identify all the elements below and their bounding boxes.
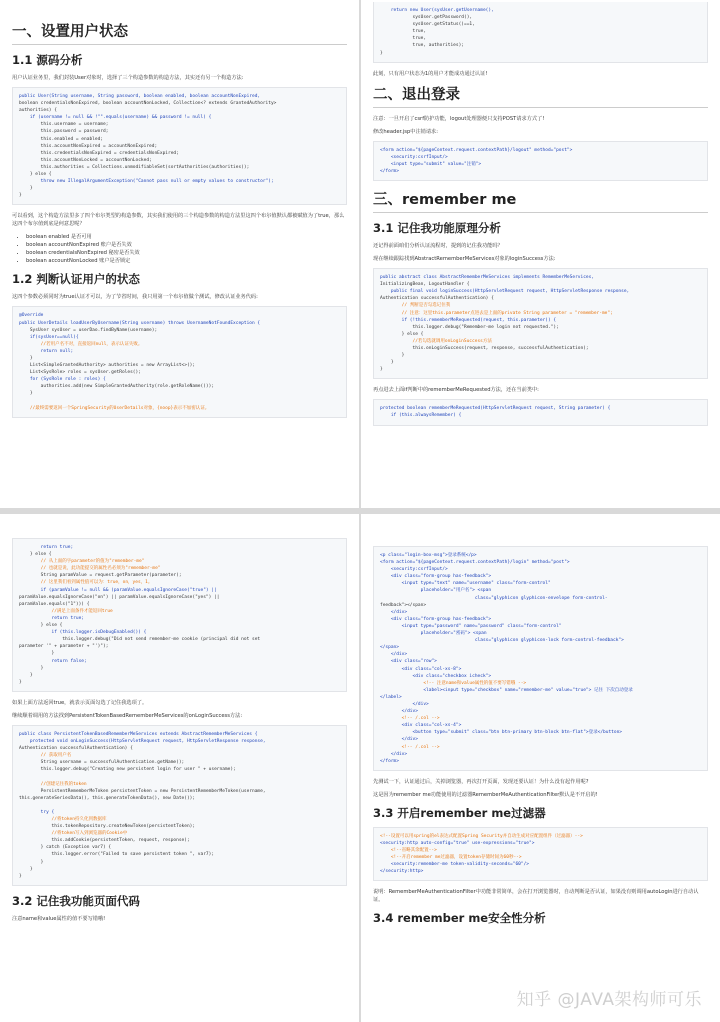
code-block xyxy=(12,306,347,417)
code-line: Authentication successfulAuthentication) { xyxy=(19,746,133,752)
code-line: this.accountNonExpired = accountNonExpired; xyxy=(19,143,158,149)
code-line: protected boolean rememberMeRequested(HttpServletRequest request, String parameter) { xyxy=(380,406,611,412)
code-line: </div> xyxy=(380,701,429,707)
code-line: //若勾选就调用onLoginSuccess方法 xyxy=(380,338,492,344)
code-block xyxy=(12,538,347,692)
paragraph: 继续顺着调用的方法找到PersistentTokenBasedRememberMeServices的onLoginSuccess方法: xyxy=(12,712,243,719)
code-line: <security:remember-me token-validity-seconds="60"/> xyxy=(380,862,530,868)
code-line: sysUser.getStatus()==1, xyxy=(380,22,475,28)
code-line: } xyxy=(19,186,33,192)
code-line: <div class="row"> xyxy=(380,659,437,665)
code-line: // 也就是说，此功能提交的属性名必须为"remember-me" xyxy=(19,566,161,572)
code-line: true, authorities); xyxy=(380,43,464,49)
code-line: } else { xyxy=(19,623,63,629)
code-line: public class PersistentTokenBasedRememberMeServices extends AbstractRememberMeServices { xyxy=(19,731,258,737)
code-line: <!-- /.col --> xyxy=(380,716,440,722)
code-line: paramValue.equalsIgnoreCase("on") || paramValue.equalsIgnoreCase("yes") || xyxy=(19,594,220,600)
code-line: paramValue.equals("1"))) { xyxy=(19,601,90,607)
code-line: true, xyxy=(380,29,427,35)
code-line: } xyxy=(19,679,22,685)
code-line: return null; xyxy=(19,348,74,354)
code-line: if (this.logger.isDebugEnabled()) { xyxy=(19,630,147,636)
code-line: this.onLoginSuccess(request, response, successfulAuthentication); xyxy=(380,345,589,351)
code-line: this.logger.error("Failed to save persistent token ", var7); xyxy=(19,852,215,858)
code-line: public User(String username, String password, boolean enabled, boolean accountNonExpired, xyxy=(19,94,261,99)
code-line: } xyxy=(19,672,33,678)
code-line: <input type="password" name="password" class="form-control" xyxy=(380,623,562,629)
code-line: <security:csrfInput/> xyxy=(380,154,448,160)
code-line xyxy=(19,398,340,405)
page-2 xyxy=(361,0,720,508)
subsection-title: 3.4 remember me安全性分析 xyxy=(373,911,546,926)
code-line: placeholder="用户名"> <span xyxy=(380,588,492,594)
code-line: } xyxy=(19,866,33,872)
code-line: this.logger.debug("Did not send remember-me cookie (principal did not set xyxy=(19,637,261,643)
code-line: if(sysUser==null){ xyxy=(19,334,79,340)
code-line: //将token写入到浏览器的Cookie中 xyxy=(19,831,128,837)
paragraph: 修改header.jsp中注销请求: xyxy=(373,128,438,135)
code-block xyxy=(373,399,708,425)
code-line: InitializingBean, LogoutHandler { xyxy=(380,282,470,288)
code-line: parameter '" + parameter + "')"); xyxy=(19,644,109,650)
code-line: //若用户名不对，直接返回null，表示认证失败。 xyxy=(19,341,143,347)
code-line: //最终需要返回一个SpringSecurity的UserDetails对象，{noop}表示不加密认证。 xyxy=(19,405,210,411)
watermark: 知乎 @JAVA架构师可乐 xyxy=(516,990,702,1010)
code-block xyxy=(12,87,347,205)
code-line: protected void onLoginSuccess(HttpServletRequest request, HttpServletResponse response, xyxy=(19,738,266,744)
code-line: } xyxy=(380,360,394,366)
code-line: Authentication successfulAuthentication) { xyxy=(380,296,494,302)
code-line: this.accountNonLocked = accountNonLocked; xyxy=(19,157,152,163)
code-line: <security:http auto-config="true" use-expressions="true"> xyxy=(380,840,535,846)
code-line: for (SysRole role : roles) { xyxy=(19,377,106,383)
code-block xyxy=(373,268,708,379)
code-line: } xyxy=(19,665,44,671)
code-line: class="glyphicon glyphicon-envelope form-control- xyxy=(380,595,608,601)
page-1 xyxy=(0,0,359,508)
code-line: <div class="col-xs-8"> xyxy=(380,666,462,672)
code-line: </span> xyxy=(380,645,399,651)
code-line: this.enabled = enabled; xyxy=(19,136,103,142)
code-line: } xyxy=(380,353,405,359)
code-line: <form action="${pageContext.request.contextPath}/logout" method="post"> xyxy=(380,147,573,153)
section-title: 三、remember me xyxy=(373,188,708,213)
subsection-title: 3.1 记住我功能原理分析 xyxy=(373,221,501,236)
code-line: } else { xyxy=(380,331,424,337)
code-block xyxy=(373,141,708,181)
code-line: public final void loginSuccess(HttpServletRequest request, HttpServletResponse response, xyxy=(380,289,630,295)
page-3 xyxy=(0,514,359,1022)
code-block xyxy=(12,725,347,886)
subsection-title: 3.3 开启remember me过滤器 xyxy=(373,805,546,820)
code-line: } xyxy=(380,367,383,373)
code-line: //创建记住我的token xyxy=(19,781,87,787)
code-line: return true; xyxy=(19,615,85,621)
code-line: </div> xyxy=(380,737,418,743)
code-line: <form action="${pageContext.request.contextPath}/login" method="post"> xyxy=(380,560,570,566)
code-line: return true; xyxy=(19,545,74,550)
paragraph: 注意name和value属性的值不要写错哦! xyxy=(12,915,106,922)
code-line: <p class="login-box-msg">登录系统</p> xyxy=(380,553,477,558)
code-line: true, xyxy=(380,36,427,42)
code-block xyxy=(373,2,708,63)
code-line: // 注意：这里this.parameter点进去是上面的private String parameter = "remember-me"; xyxy=(380,310,613,316)
list-item: • boolean credentialsNonExpired 秘密是否失效 xyxy=(26,249,347,257)
code-line: //满足上面条件才能返回true xyxy=(19,608,113,614)
paragraph: 再点进去上面if判断中的rememberMeRequested方法，还在当前类中: xyxy=(373,387,539,394)
paragraph: 此刻，只有用户状态为1的用户才能成功通过认证! xyxy=(373,70,488,77)
code-line: if (!this.rememberMeRequested(request, this.parameter)) { xyxy=(380,317,557,323)
code-line: this.logger.debug("Remember-me login not requested."); xyxy=(380,324,559,330)
bullet-list xyxy=(26,233,347,265)
code-line: } xyxy=(380,50,383,56)
page-4 xyxy=(361,514,720,1022)
code-line: return false; xyxy=(19,658,87,664)
code-line: } else { xyxy=(19,552,52,558)
paragraph: 用户认证业务里，我们封装User对象时，选择了三个构造参数的构造方法，其实还有另一个构造方法: xyxy=(12,75,244,81)
code-line: PersistentRememberMeToken persistentToken = new PersistentRememberMeToken(username, xyxy=(19,788,266,794)
section-title: 二、退出登录 xyxy=(373,83,708,108)
code-line: if (username != null && !"".equals(username) && password != null) { xyxy=(19,115,212,121)
code-line: <div class="checkbox icheck"> xyxy=(380,673,492,679)
section-title: 一、设置用户状态 xyxy=(12,20,347,45)
code-line: } xyxy=(19,193,22,199)
code-line: // 获取用户名 xyxy=(19,753,72,759)
code-line: <div class="form-group has-feedback"> xyxy=(380,616,492,622)
code-line: <security:csrfInput/> xyxy=(380,567,448,573)
code-line: if (paramValue != null && (paramValue.equalsIgnoreCase("true") || xyxy=(19,587,217,593)
code-line: </security:http> xyxy=(380,869,424,875)
code-line: </div> xyxy=(380,609,408,615)
paragraph: 先测试一下，认证通过后，关掉浏览器，再次打开页面，发现还要认证！为什么没有起作用呢? xyxy=(373,778,589,785)
list-item: • boolean enabled 是否可用 xyxy=(26,233,347,241)
code-line: // 判断是否勾选记住我 xyxy=(380,303,451,309)
code-line: feedback"></span> xyxy=(380,602,427,608)
code-line: } xyxy=(19,651,55,657)
code-line: } xyxy=(19,873,22,879)
paragraph: 现在继续跟踪找到AbstractRememberMeServices对象的loginSuccess方法: xyxy=(373,256,556,263)
code-line: throw new IllegalArgumentException("Cannot pass null or empty values to constructor"); xyxy=(19,179,274,185)
code-line: <input type="text" name="username" class="form-control" xyxy=(380,581,551,587)
code-line: // 这里我们看到属性值可以为：true，on，yes，1。 xyxy=(19,580,153,586)
code-line: List<SimpleGrantedAuthority> authorities = new ArrayList<>(); xyxy=(19,363,196,369)
paragraph: 可以看到，这个构造方法里多了四个布尔类型的构造参数，其实我们使用的三个构造参数的构造方法里这四个布尔值默认都被赋值为了true，那么这四个布尔值到底是何意思呢？ xyxy=(12,213,345,228)
code-line: this.logger.debug("Creating new persistent login for user " + username); xyxy=(19,767,236,773)
list-item: • boolean accountNonLocked 账户是否锁定 xyxy=(26,257,347,265)
code-line: if (this.alwaysRemember) { xyxy=(380,413,462,419)
code-line: this.password = password; xyxy=(19,129,109,135)
paragraph: 说明：RememberMeAuthenticationFilter中功能非常简单，会在打开浏览器时，自动判断是否认证，如果没有则调用autoLogin进行自动认证。 xyxy=(373,889,699,904)
code-line: <!--设置可以用spring的el表达式配置Spring Security并自动生成对应配置组件（过滤器）--> xyxy=(380,833,583,839)
code-line: List<SysRole> roles = sysUser.getRoles(); xyxy=(19,370,141,376)
code-line: </label> xyxy=(380,694,402,700)
code-line: authorities.add(new SimpleGrantedAuthority(role.getRoleName())); xyxy=(19,384,215,390)
code-line: // 从上面的字parameter的值为"remember-me" xyxy=(19,559,145,565)
code-line: this.credentialsNonExpired = credentialsNonExpired; xyxy=(19,150,179,156)
code-line: <label><input type="checkbox" name="remember-me" value="true"> 记住 下次自动登录 xyxy=(380,687,633,693)
paragraph: 如果上面方法返回true，就表示页面勾选了记住我选项了。 xyxy=(12,699,148,706)
list-item: • boolean accountNonExpired 账户是否失效 xyxy=(26,241,347,249)
code-block xyxy=(373,546,708,771)
code-block xyxy=(373,827,708,882)
subsection-title: 3.2 记住我功能页面代码 xyxy=(12,893,140,908)
code-line: <div class="col-xs-4"> xyxy=(380,723,462,729)
paragraph: 这是因为remember me功能使用的过滤器RememberMeAuthenticationFilter默认是不开启的! xyxy=(373,791,598,798)
code-line: </div> xyxy=(380,652,408,658)
code-line: <input type="submit" value="注销"> xyxy=(380,161,482,167)
code-line: placeholder="密码"> <span xyxy=(380,631,487,637)
code-line: } else { xyxy=(19,172,52,178)
code-line: <!-- /.col --> xyxy=(380,744,440,750)
code-line: } catch (Exception var7) { xyxy=(19,845,112,851)
code-line xyxy=(19,802,340,809)
code-line: this.addCookie(persistentToken, request, response); xyxy=(19,838,190,844)
code-line: String username = successfulAuthentication.getName(); xyxy=(19,760,185,766)
code-line: <!--开启remember me过滤器，设置token存储时间为60秒--> xyxy=(380,855,522,861)
paragraph: 还记得前面咱们分析认证流程时，提到的记住我功能吗？ xyxy=(373,243,503,250)
code-line: this.tokenRepository.createNewToken(persistentToken); xyxy=(19,824,196,830)
code-line: public abstract class AbstractRememberMeServices implements RememberMeServices, xyxy=(380,275,595,281)
code-line: </div> xyxy=(380,709,418,715)
code-line: authorities) { xyxy=(19,108,57,114)
code-line: } xyxy=(19,859,44,865)
paragraph: 这四个参数必须同时为true认证才可以，为了节省时间，我只用第一个布尔值做个测试，修改认证业务代码: xyxy=(12,294,258,301)
code-line: </form> xyxy=(380,758,399,764)
code-line: } xyxy=(19,355,33,361)
code-line: this.authorities = Collections.unmodifiableSet(sortAuthorities(authorities)); xyxy=(19,164,250,170)
code-line: SysUser sysUser = userDao.findByName(username); xyxy=(19,327,158,333)
code-line: </form> xyxy=(380,168,399,174)
code-line: <!--省略其余配置--> xyxy=(380,848,437,853)
code-line: public UserDetails loadUserByUsername(String username) throws UsernameNotFoundException { xyxy=(19,320,261,326)
subsection-title: 1.2 判断认证用户的状态 xyxy=(12,272,140,287)
code-line xyxy=(19,773,340,780)
code-line: String paramValue = request.getParameter(parameter); xyxy=(19,573,182,579)
code-line: } xyxy=(19,391,33,397)
code-line: //将token持久化到数据库 xyxy=(19,817,107,822)
code-line: try { xyxy=(19,809,55,815)
paragraph: 注意：一旦开启了csrf防护功能，logout处理器便只支持POST请求方式了! xyxy=(373,115,545,122)
code-line: class="glyphicon glyphicon-lock form-control-feedback"> xyxy=(380,638,624,644)
code-line: this.generateSeriesData(), this.generateTokenData(), new Date()); xyxy=(19,795,196,801)
code-line: boolean credentialsNonExpired, boolean accountNonLocked, Collection<? extends GrantedAuthority> xyxy=(19,101,277,107)
subsection-title: 1.1 源码分析 xyxy=(12,53,83,67)
code-line: <div class="form-group has-feedback"> xyxy=(380,574,492,580)
code-line: <button type="submit" class="btn btn-primary btn-block btn-flat">登录</button> xyxy=(380,730,622,736)
code-line: </div> xyxy=(380,751,408,757)
code-line: this.username = username; xyxy=(19,122,109,128)
code-line: @Override xyxy=(19,313,44,319)
code-line: return new User(sysUser.getUsername(), xyxy=(380,8,494,13)
code-line: sysUser.getPassword(), xyxy=(380,15,473,21)
code-line: <!-- 注意name和value属性的值不要写错哦 --> xyxy=(380,680,527,686)
